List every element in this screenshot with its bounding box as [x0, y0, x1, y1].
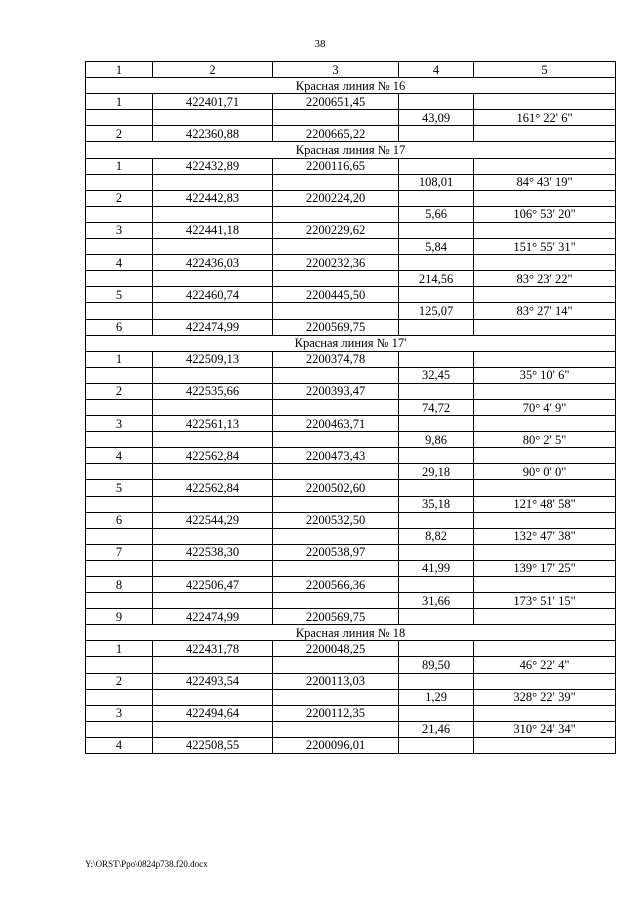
x-coordinate-cell: 422508,55	[153, 737, 273, 753]
y-coordinate-cell	[273, 464, 399, 480]
direction-angle-cell	[474, 512, 616, 528]
distance-cell	[399, 705, 474, 721]
direction-angle-cell: 310° 24' 34"	[474, 721, 616, 737]
x-coordinate-cell	[153, 399, 273, 415]
direction-angle-cell	[474, 416, 616, 432]
distance-cell	[399, 383, 474, 399]
distance-cell	[399, 641, 474, 657]
table-row	[86, 94, 616, 110]
direction-angle-cell	[474, 544, 616, 560]
direction-angle-cell	[474, 641, 616, 657]
distance-cell	[399, 577, 474, 593]
y-coordinate-cell: 2200651,45	[273, 94, 399, 110]
header-row	[86, 62, 616, 78]
y-coordinate-cell: 2200569,75	[273, 319, 399, 335]
y-coordinate-cell: 2200393,47	[273, 383, 399, 399]
section-title: Красная линия № 16	[86, 78, 616, 94]
point-number-cell: 1	[86, 641, 153, 657]
y-coordinate-cell	[273, 174, 399, 190]
direction-angle-cell: 84° 43' 19"	[474, 174, 616, 190]
table-row	[86, 593, 616, 609]
x-coordinate-cell	[153, 239, 273, 255]
table-row	[86, 110, 616, 126]
direction-angle-cell: 132° 47' 38"	[474, 528, 616, 544]
table-row	[86, 319, 616, 335]
direction-angle-cell	[474, 190, 616, 206]
point-number-cell	[86, 303, 153, 319]
distance-cell	[399, 319, 474, 335]
y-coordinate-cell: 2200112,35	[273, 705, 399, 721]
direction-angle-cell	[474, 609, 616, 625]
direction-angle-cell	[474, 577, 616, 593]
table-row	[86, 303, 616, 319]
x-coordinate-cell	[153, 367, 273, 383]
x-coordinate-cell	[153, 593, 273, 609]
distance-cell: 41,99	[399, 560, 474, 576]
table-row	[86, 126, 616, 142]
direction-angle-cell	[474, 255, 616, 271]
direction-angle-cell: 173° 51' 15"	[474, 593, 616, 609]
direction-angle-cell: 90° 0' 0"	[474, 464, 616, 480]
point-number-cell: 6	[86, 512, 153, 528]
distance-cell	[399, 512, 474, 528]
table-row	[86, 383, 616, 399]
direction-angle-cell: 328° 22' 39"	[474, 689, 616, 705]
table-row	[86, 432, 616, 448]
y-coordinate-cell	[273, 399, 399, 415]
direction-angle-cell	[474, 480, 616, 496]
x-coordinate-cell: 422401,71	[153, 94, 273, 110]
y-coordinate-cell: 2200566,36	[273, 577, 399, 593]
y-coordinate-cell: 2200116,65	[273, 158, 399, 174]
direction-angle-cell	[474, 319, 616, 335]
x-coordinate-cell: 422432,89	[153, 158, 273, 174]
distance-cell	[399, 126, 474, 142]
direction-angle-cell: 139° 17' 25"	[474, 560, 616, 576]
x-coordinate-cell: 422436,03	[153, 255, 273, 271]
x-coordinate-cell: 422474,99	[153, 319, 273, 335]
table-row	[86, 271, 616, 287]
y-coordinate-cell: 2200665,22	[273, 126, 399, 142]
direction-angle-cell: 35° 10' 6"	[474, 367, 616, 383]
x-coordinate-cell	[153, 110, 273, 126]
point-number-cell	[86, 367, 153, 383]
direction-angle-cell	[474, 158, 616, 174]
table-row	[86, 496, 616, 512]
x-coordinate-cell	[153, 464, 273, 480]
direction-angle-cell: 46° 22' 4"	[474, 657, 616, 673]
x-coordinate-cell	[153, 657, 273, 673]
y-coordinate-cell	[273, 110, 399, 126]
point-number-cell	[86, 239, 153, 255]
direction-angle-cell: 83° 23' 22"	[474, 271, 616, 287]
direction-angle-cell: 70° 4' 9"	[474, 399, 616, 415]
direction-angle-cell	[474, 383, 616, 399]
direction-angle-cell	[474, 737, 616, 753]
table-row	[86, 287, 616, 303]
table-row	[86, 399, 616, 415]
x-coordinate-cell: 422460,74	[153, 287, 273, 303]
table-row	[86, 480, 616, 496]
table-row	[86, 544, 616, 560]
distance-cell	[399, 255, 474, 271]
distance-cell	[399, 448, 474, 464]
point-number-cell: 6	[86, 319, 153, 335]
column-number-header: 5	[474, 62, 616, 78]
table-row	[86, 705, 616, 721]
x-coordinate-cell: 422431,78	[153, 641, 273, 657]
section-header-row	[86, 335, 616, 351]
section-header-row	[86, 78, 616, 94]
distance-cell: 31,66	[399, 593, 474, 609]
y-coordinate-cell: 2200473,43	[273, 448, 399, 464]
distance-cell	[399, 287, 474, 303]
distance-cell: 29,18	[399, 464, 474, 480]
point-number-cell: 2	[86, 190, 153, 206]
distance-cell: 89,50	[399, 657, 474, 673]
x-coordinate-cell	[153, 206, 273, 222]
y-coordinate-cell: 2200502,60	[273, 480, 399, 496]
point-number-cell: 5	[86, 480, 153, 496]
direction-angle-cell	[474, 705, 616, 721]
point-number-cell	[86, 721, 153, 737]
table-row	[86, 190, 616, 206]
x-coordinate-cell: 422506,47	[153, 577, 273, 593]
table-row	[86, 416, 616, 432]
y-coordinate-cell	[273, 206, 399, 222]
point-number-cell: 2	[86, 673, 153, 689]
table-row	[86, 222, 616, 238]
table-row	[86, 448, 616, 464]
distance-cell: 108,01	[399, 174, 474, 190]
x-coordinate-cell	[153, 528, 273, 544]
point-number-cell: 8	[86, 577, 153, 593]
y-coordinate-cell	[273, 528, 399, 544]
point-number-cell	[86, 593, 153, 609]
distance-cell	[399, 94, 474, 110]
distance-cell	[399, 673, 474, 689]
point-number-cell: 3	[86, 222, 153, 238]
x-coordinate-cell	[153, 560, 273, 576]
y-coordinate-cell	[273, 689, 399, 705]
point-number-cell: 5	[86, 287, 153, 303]
distance-cell: 5,66	[399, 206, 474, 222]
direction-angle-cell	[474, 94, 616, 110]
x-coordinate-cell: 422494,64	[153, 705, 273, 721]
y-coordinate-cell: 2200229,62	[273, 222, 399, 238]
y-coordinate-cell: 2200048,25	[273, 641, 399, 657]
distance-cell	[399, 737, 474, 753]
x-coordinate-cell: 422538,30	[153, 544, 273, 560]
x-coordinate-cell	[153, 721, 273, 737]
table-row	[86, 255, 616, 271]
point-number-cell: 4	[86, 737, 153, 753]
table-row	[86, 174, 616, 190]
x-coordinate-cell: 422544,29	[153, 512, 273, 528]
table-row	[86, 560, 616, 576]
y-coordinate-cell: 2200374,78	[273, 351, 399, 367]
table-row	[86, 609, 616, 625]
table-row	[86, 721, 616, 737]
distance-cell: 1,29	[399, 689, 474, 705]
table-row	[86, 641, 616, 657]
point-number-cell	[86, 110, 153, 126]
y-coordinate-cell: 2200096,01	[273, 737, 399, 753]
section-title: Красная линия № 18	[86, 625, 616, 641]
point-number-cell	[86, 689, 153, 705]
table-row	[86, 657, 616, 673]
y-coordinate-cell	[273, 367, 399, 383]
distance-cell: 32,45	[399, 367, 474, 383]
direction-angle-cell: 106° 53' 20"	[474, 206, 616, 222]
distance-cell	[399, 190, 474, 206]
column-number-header: 2	[153, 62, 273, 78]
point-number-cell	[86, 560, 153, 576]
table-row	[86, 464, 616, 480]
point-number-cell: 2	[86, 383, 153, 399]
distance-cell: 21,46	[399, 721, 474, 737]
table-row	[86, 737, 616, 753]
direction-angle-cell	[474, 351, 616, 367]
x-coordinate-cell: 422493,54	[153, 673, 273, 689]
point-number-cell: 1	[86, 94, 153, 110]
point-number-cell: 9	[86, 609, 153, 625]
x-coordinate-cell: 422442,83	[153, 190, 273, 206]
point-number-cell: 4	[86, 448, 153, 464]
x-coordinate-cell	[153, 689, 273, 705]
y-coordinate-cell	[273, 496, 399, 512]
point-number-cell	[86, 528, 153, 544]
y-coordinate-cell	[273, 593, 399, 609]
point-number-cell: 3	[86, 705, 153, 721]
y-coordinate-cell	[273, 560, 399, 576]
table-row	[86, 512, 616, 528]
point-number-cell	[86, 432, 153, 448]
section-title: Красная линия № 17	[86, 142, 616, 158]
table-row	[86, 158, 616, 174]
point-number-cell: 3	[86, 416, 153, 432]
section-title: Красная линия № 17'	[86, 335, 616, 351]
point-number-cell	[86, 657, 153, 673]
point-number-cell	[86, 464, 153, 480]
direction-angle-cell: 161° 22' 6"	[474, 110, 616, 126]
column-number-header: 3	[273, 62, 399, 78]
point-number-cell: 7	[86, 544, 153, 560]
table-row	[86, 239, 616, 255]
table-row	[86, 689, 616, 705]
distance-cell	[399, 158, 474, 174]
column-number-header: 4	[399, 62, 474, 78]
x-coordinate-cell: 422509,13	[153, 351, 273, 367]
y-coordinate-cell: 2200538,97	[273, 544, 399, 560]
y-coordinate-cell: 2200232,36	[273, 255, 399, 271]
direction-angle-cell	[474, 673, 616, 689]
y-coordinate-cell	[273, 271, 399, 287]
direction-angle-cell	[474, 222, 616, 238]
x-coordinate-cell: 422562,84	[153, 448, 273, 464]
y-coordinate-cell: 2200569,75	[273, 609, 399, 625]
direction-angle-cell: 83° 27' 14"	[474, 303, 616, 319]
table-row	[86, 528, 616, 544]
distance-cell: 35,18	[399, 496, 474, 512]
distance-cell	[399, 480, 474, 496]
distance-cell: 43,09	[399, 110, 474, 126]
x-coordinate-cell: 422474,99	[153, 609, 273, 625]
table-row	[86, 367, 616, 383]
direction-angle-cell: 121° 48' 58"	[474, 496, 616, 512]
distance-cell	[399, 222, 474, 238]
x-coordinate-cell: 422562,84	[153, 480, 273, 496]
distance-cell: 5,84	[399, 239, 474, 255]
point-number-cell: 2	[86, 126, 153, 142]
coordinates-table	[85, 61, 616, 754]
direction-angle-cell: 151° 55' 31"	[474, 239, 616, 255]
section-header-row	[86, 625, 616, 641]
y-coordinate-cell: 2200113,03	[273, 673, 399, 689]
table-row	[86, 351, 616, 367]
y-coordinate-cell: 2200224,20	[273, 190, 399, 206]
column-number-header: 1	[86, 62, 153, 78]
point-number-cell	[86, 271, 153, 287]
x-coordinate-cell: 422561,13	[153, 416, 273, 432]
x-coordinate-cell	[153, 271, 273, 287]
y-coordinate-cell	[273, 721, 399, 737]
distance-cell	[399, 351, 474, 367]
point-number-cell: 1	[86, 158, 153, 174]
point-number-cell: 1	[86, 351, 153, 367]
direction-angle-cell	[474, 126, 616, 142]
table-row	[86, 673, 616, 689]
table-row	[86, 577, 616, 593]
distance-cell: 74,72	[399, 399, 474, 415]
y-coordinate-cell	[273, 239, 399, 255]
distance-cell: 9,86	[399, 432, 474, 448]
point-number-cell	[86, 206, 153, 222]
y-coordinate-cell: 2200445,50	[273, 287, 399, 303]
point-number-cell: 4	[86, 255, 153, 271]
y-coordinate-cell	[273, 432, 399, 448]
x-coordinate-cell: 422535,66	[153, 383, 273, 399]
y-coordinate-cell	[273, 303, 399, 319]
page-number: 38	[314, 38, 326, 50]
file-path-footer: Y:\ORST\Ppo\0824p738.f20.docx	[85, 859, 208, 869]
table-row	[86, 206, 616, 222]
distance-cell: 8,82	[399, 528, 474, 544]
direction-angle-cell	[474, 287, 616, 303]
x-coordinate-cell	[153, 432, 273, 448]
x-coordinate-cell: 422441,18	[153, 222, 273, 238]
x-coordinate-cell	[153, 303, 273, 319]
x-coordinate-cell: 422360,88	[153, 126, 273, 142]
distance-cell: 214,56	[399, 271, 474, 287]
point-number-cell	[86, 174, 153, 190]
x-coordinate-cell	[153, 496, 273, 512]
direction-angle-cell	[474, 448, 616, 464]
distance-cell	[399, 416, 474, 432]
y-coordinate-cell	[273, 657, 399, 673]
distance-cell: 125,07	[399, 303, 474, 319]
distance-cell	[399, 544, 474, 560]
section-header-row	[86, 142, 616, 158]
x-coordinate-cell	[153, 174, 273, 190]
point-number-cell	[86, 399, 153, 415]
y-coordinate-cell: 2200463,71	[273, 416, 399, 432]
direction-angle-cell: 80° 2' 5"	[474, 432, 616, 448]
point-number-cell	[86, 496, 153, 512]
y-coordinate-cell: 2200532,50	[273, 512, 399, 528]
distance-cell	[399, 609, 474, 625]
